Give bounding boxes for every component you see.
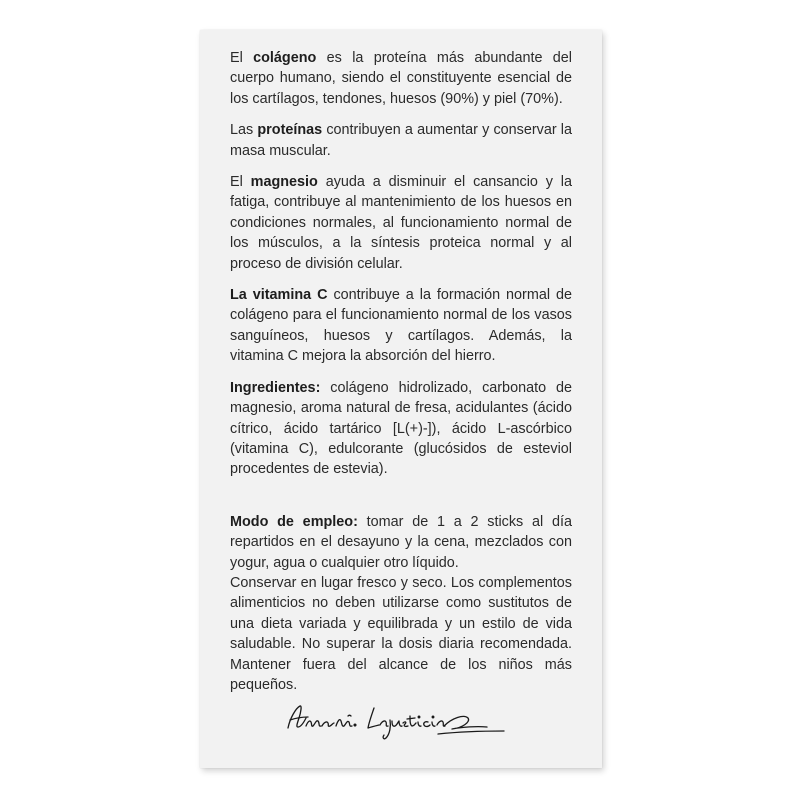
vitamin-c-text: contribuye a la formación normal de colágeno para el funcionamiento normal de los vasos sanguíneos, huesos y cartílagos. Además, la vitamina C mejora la absorción del hierro. <box>230 287 572 365</box>
info-panel <box>200 30 602 768</box>
collagen-paragraph <box>230 48 572 109</box>
proteins-keyword: proteínas <box>257 122 323 139</box>
usage-text: tomar de 1 a 2 sticks al día repartidos en el desayuno y la cena, mezclados con yogur, agua o cualquier otro líquido. <box>230 513 572 571</box>
proteins-text: contribuyen a aumentar y conservar la masa muscular. <box>230 122 573 159</box>
magnesium-text-start: El <box>230 174 251 191</box>
magnesium-text: ayuda a disminuir el cansancio y la fatiga, contribuye al mantenimiento de los huesos en condiciones normales, al funcionamiento normal de los músculos, a la síntesis proteica normal y al proceso de división celular. <box>230 174 572 272</box>
vitamin-c-keyword: La vitamina C <box>230 287 328 304</box>
ingredients-paragraph <box>230 378 572 480</box>
ingredients-label: Ingredientes: <box>230 379 321 396</box>
magnesium-keyword: magnesio <box>250 174 318 191</box>
collagen-text: es la proteína más abundante del cuerpo humano, siendo el constituyente esencial de los cartílagos, tendones, huesos (90%) y piel (70%). <box>230 50 572 107</box>
collagen-keyword: colágeno <box>253 50 317 66</box>
proteins-paragraph <box>230 120 572 161</box>
panel-content <box>230 48 572 706</box>
vitamin-c-paragraph <box>230 285 572 367</box>
ingredients-text: colágeno hidrolizado, carbonato de magnesio, aroma natural de fresa, acidulantes (ácido cítrico, ácido tartárico [L(+)-]), ácido L-ascórbico (vitamina C), edulcorante (glucósidos de esteviol procedentes de estevia). <box>230 379 572 478</box>
proteins-text-start: Las <box>230 122 258 139</box>
signature-icon <box>282 696 512 746</box>
magnesium-paragraph <box>230 172 572 274</box>
collagen-text-start: El <box>230 50 254 66</box>
warning-paragraph: Conservar en lugar fresco y seco. Los complementos alimenticios no deben utilizarse como sustitutos de una dieta variada y equilibrada y un estilo de vida saludable. No superar la dosis diaria recomendada. Mantener fuera del alcance de los niños más pequeños. <box>230 574 572 693</box>
usage-label: Modo de empleo: <box>230 513 358 530</box>
usage-paragraph <box>230 512 572 573</box>
